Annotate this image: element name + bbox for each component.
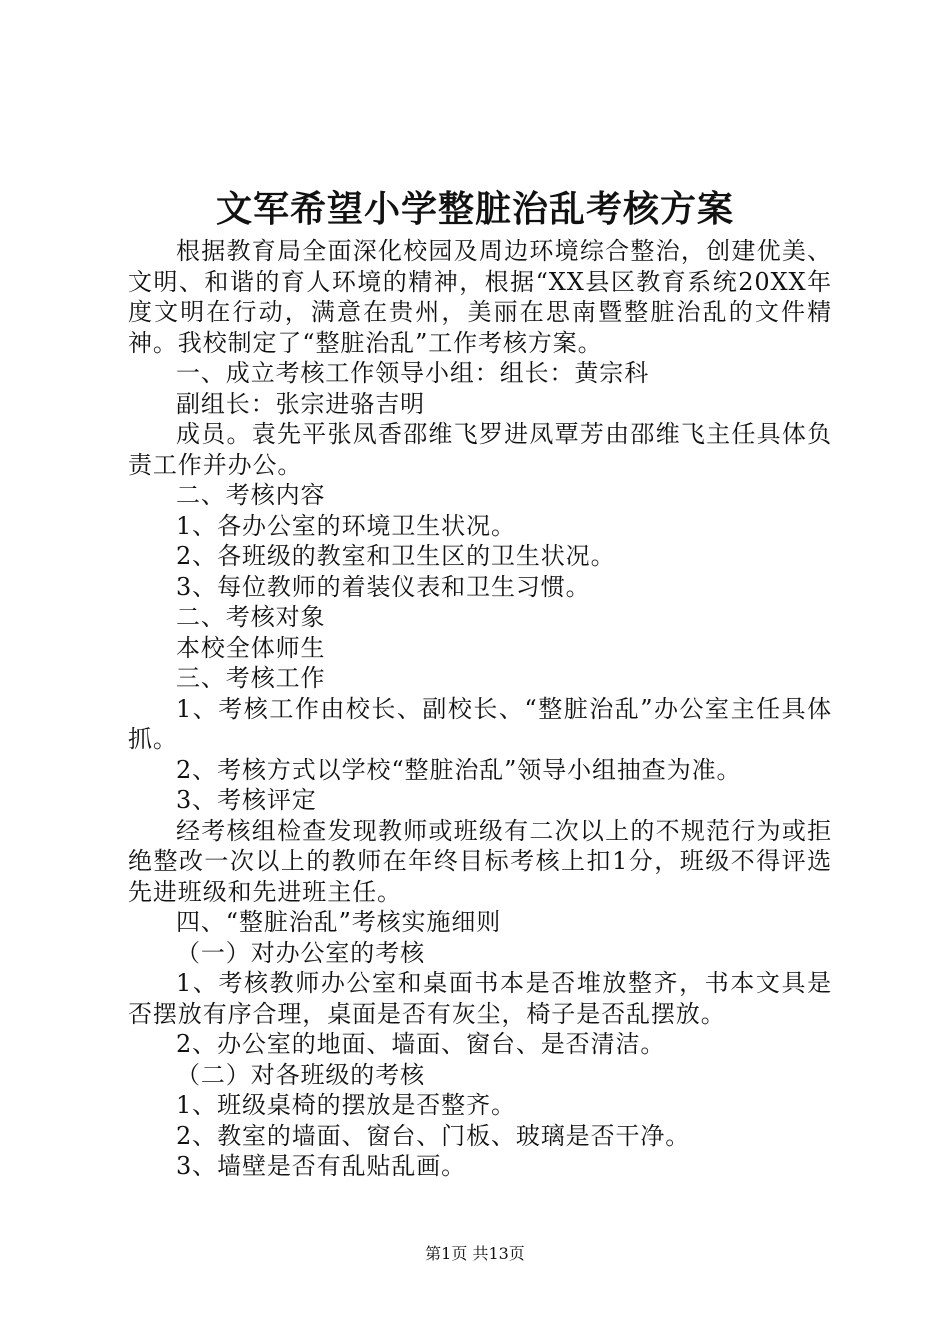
paragraph-evaluation: 经考核组检查发现教师或班级有二次以上的不规范行为或拒绝整改一次以上的教师在年终目标考核上扣1分，班级不得评选先进班级和先进班主任。 bbox=[128, 816, 832, 906]
paragraph-section-1-leader: 一、成立考核工作领导小组：组长：黄宗科 bbox=[176, 359, 650, 387]
paragraph-deputy-leaders: 副组长：张宗进骆吉明 bbox=[176, 389, 425, 418]
paragraph-target-heading: 二、考核对象 bbox=[176, 603, 326, 631]
paragraph-class-item-3: 3、墙壁是否有乱贴乱画。 bbox=[176, 1152, 467, 1180]
paragraph-section-3-heading: 三、考核工作 bbox=[176, 664, 326, 692]
paragraph-office-item-1: 1、考核教师办公室和桌面书本是否堆放整齐，书本文具是否摆放有序合理，桌面是否有灰尘，椅子是否乱摆放。 bbox=[128, 969, 832, 1028]
document-body bbox=[128, 236, 832, 1182]
paragraph-work-item-1: 1、考核工作由校长、副校长、“整脏治乱”办公室主任具体抓。 bbox=[128, 694, 832, 753]
paragraph-content-item-3: 3、每位教师的着装仪表和卫生习惯。 bbox=[176, 572, 591, 601]
paragraph-intro: 根据教育局全面深化校园及周边环境综合整治，创建优美、文明、和谐的育人环境的精神，根据“XX县区教育系统20XX年度文明在行动，满意在贵州，美丽在思南暨整脏治乱的文件精神。我校制定了“整脏治乱”工作考核方案。 bbox=[128, 237, 832, 357]
paragraph-target-value: 本校全体师生 bbox=[176, 633, 326, 662]
paragraph-content-item-1: 1、各办公室的环境卫生状况。 bbox=[176, 511, 516, 540]
paragraph-office-item-2: 2、办公室的地面、墙面、窗台、是否清洁。 bbox=[176, 1030, 666, 1058]
paragraph-work-item-3: 3、考核评定 bbox=[176, 786, 317, 814]
page-footer: 第1页 共13页 bbox=[425, 1244, 525, 1263]
paragraph-class-item-2: 2、教室的墙面、窗台、门板、玻璃是否干净。 bbox=[176, 1121, 691, 1150]
paragraph-content-item-2: 2、各班级的教室和卫生区的卫生状况。 bbox=[176, 542, 616, 570]
paragraph-class-item-1: 1、班级桌椅的摆放是否整齐。 bbox=[176, 1091, 516, 1119]
paragraph-class-heading: （二）对各班级的考核 bbox=[176, 1060, 425, 1089]
paragraph-section-2-heading: 二、考核内容 bbox=[176, 481, 326, 509]
paragraph-section-4-heading: 四、“整脏治乱”考核实施细则 bbox=[176, 908, 502, 936]
paragraph-office-heading: （一）对办公室的考核 bbox=[176, 938, 425, 967]
paragraph-members: 成员。袁先平张凤香邵维飞罗进凤覃芳由邵维飞主任具体负责工作并办公。 bbox=[128, 420, 832, 479]
paragraph-work-item-2: 2、考核方式以学校“整脏治乱”领导小组抽查为准。 bbox=[176, 755, 742, 784]
document-title: 文军希望小学整脏治乱考核方案 bbox=[215, 188, 734, 230]
